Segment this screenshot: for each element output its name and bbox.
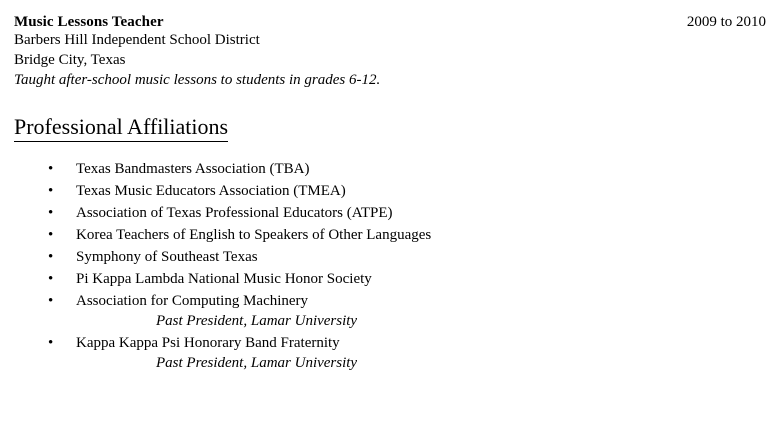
list-item [14, 336, 768, 371]
affiliation-name: Association of Texas Professional Educators (ATPE) [76, 205, 393, 222]
list-item [14, 162, 768, 177]
bullet-icon: • [48, 249, 54, 266]
affiliations-list [14, 162, 768, 371]
affiliation-name: Pi Kappa Lambda National Music Honor Society [76, 271, 372, 288]
experience-entry [14, 14, 768, 90]
employer-name: Barbers Hill Independent School District [14, 32, 260, 48]
affiliation-name: Kappa Kappa Psi Honorary Band Fraternity [76, 335, 340, 352]
bullet-icon: • [48, 335, 54, 352]
bullet-icon: • [48, 183, 54, 200]
bullet-icon: • [48, 227, 54, 244]
affiliation-name: Symphony of Southeast Texas [76, 249, 258, 266]
bullet-icon: • [48, 205, 54, 222]
job-description: Taught after-school music lessons to students in grades 6-12. [14, 71, 381, 88]
bullet-icon: • [48, 293, 54, 310]
list-item [14, 294, 768, 329]
employment-dates: 2009 to 2010 [686, 14, 766, 30]
affiliation-role-note: Past President, Lamar University [156, 313, 358, 330]
page-title: Professional Affiliations [14, 114, 228, 142]
bullet-icon: • [48, 161, 54, 178]
list-item [14, 228, 768, 243]
list-item [14, 206, 768, 221]
employer-location: Bridge City, Texas [14, 51, 126, 68]
job-title: Music Lessons Teacher [14, 14, 164, 30]
affiliation-name: Texas Bandmasters Association (TBA) [76, 161, 310, 178]
affiliation-name: Korea Teachers of English to Speakers of Other Languages [76, 227, 432, 244]
section-heading-wrapper [14, 90, 768, 144]
list-item [14, 272, 768, 287]
affiliation-name: Texas Music Educators Association (TMEA) [76, 183, 346, 200]
list-item [14, 184, 768, 199]
bullet-icon: • [48, 271, 54, 288]
affiliation-role-note: Past President, Lamar University [156, 355, 358, 372]
experience-entry-header [14, 14, 768, 31]
list-item [14, 250, 768, 265]
affiliation-name: Association for Computing Machinery [76, 293, 309, 310]
